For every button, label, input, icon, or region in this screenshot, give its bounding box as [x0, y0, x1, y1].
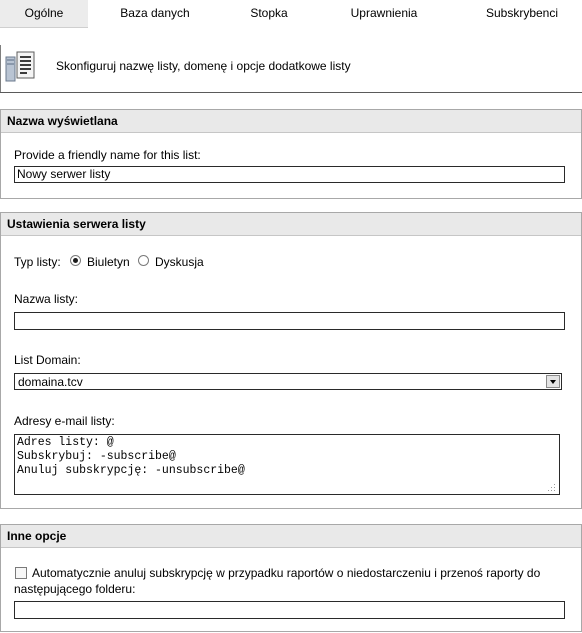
- tab-bar: [0, 0, 582, 27]
- header-underline: [0, 92, 582, 93]
- list-type-label: Typ listy:: [14, 255, 61, 269]
- header-divider: [0, 45, 1, 92]
- friendly-name-input[interactable]: Nowy serwer listy: [14, 166, 565, 183]
- other-options-section: [0, 524, 582, 632]
- folder-input[interactable]: [14, 601, 565, 619]
- page-header: [0, 27, 582, 93]
- newsletter-radio[interactable]: [70, 255, 81, 266]
- discussion-label[interactable]: Dyskusja: [155, 255, 204, 269]
- emails-textarea[interactable]: Adres listy: @ Subskrybuj: -subscribe@ Anuluj subskrypcję: -unsubscribe@: [14, 434, 560, 495]
- tab-permissions[interactable]: Uprawnienia: [350, 6, 418, 20]
- chevron-down-icon[interactable]: [546, 375, 560, 388]
- tab-general[interactable]: Ogólne: [0, 0, 88, 28]
- auto-unsubscribe-label[interactable]: Automatycznie anuluj subskrypcję w przypadku raportów o niedostarczeniu i przenoś raporty do następującego folderu:: [14, 566, 541, 596]
- domain-select[interactable]: [14, 373, 562, 390]
- resize-grip-icon[interactable]: [547, 483, 556, 492]
- newsletter-label[interactable]: Biuletyn: [87, 255, 130, 269]
- friendly-name-label: Provide a friendly name for this list:: [14, 148, 201, 162]
- tab-subscribers[interactable]: Subskrybenci: [485, 6, 559, 20]
- list-server-section: [0, 212, 582, 509]
- display-name-section: [0, 109, 582, 199]
- section-title: Nazwa wyświetlana: [1, 110, 581, 133]
- list-server-icon: [5, 49, 37, 83]
- header-description: Skonfiguruj nazwę listy, domenę i opcje dodatkowe listy: [56, 59, 351, 73]
- tab-database[interactable]: Baza danych: [120, 6, 190, 20]
- list-name-label: Nazwa listy:: [14, 292, 79, 306]
- emails-label: Adresy e-mail listy:: [14, 414, 115, 428]
- section-title: Ustawienia serwera listy: [1, 213, 581, 236]
- list-name-input[interactable]: [14, 312, 565, 330]
- tab-footer[interactable]: Stopka: [250, 6, 288, 20]
- domain-value: domaina.tcv: [18, 375, 83, 389]
- domain-label: List Domain:: [14, 353, 81, 367]
- section-title: Inne opcje: [1, 525, 581, 548]
- discussion-radio[interactable]: [138, 255, 149, 266]
